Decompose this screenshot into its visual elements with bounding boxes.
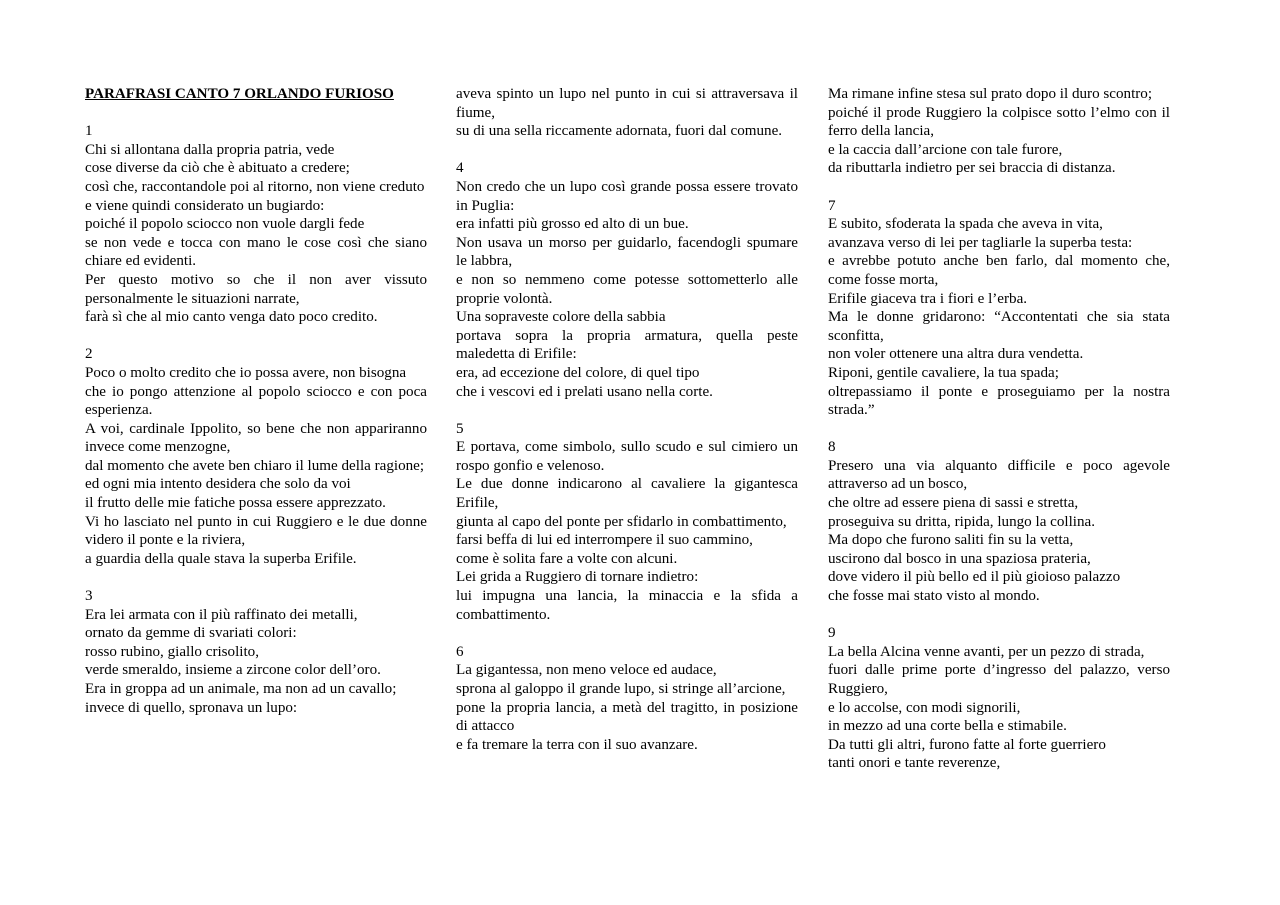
verse-line: e lo accolse, con modi signorili, xyxy=(828,699,1021,716)
verse-line: non voler ottenere una altra dura vendetta. xyxy=(828,346,1084,363)
verse-line: A voi, cardinale Ippolito, so bene che non appariranno invece come menzogne, xyxy=(85,420,427,456)
verse-line: Ma le donne gridarono: “Accontentati che sia stata sconfitta, xyxy=(828,309,1170,344)
verse-line: Ma rimane infine stesa sul prato dopo il duro scontro; xyxy=(828,86,1153,102)
document-title: PARAFRASI CANTO 7 ORLANDO FURIOSO xyxy=(85,86,394,102)
stanza-block xyxy=(85,122,427,327)
verse-line: e viene quindi considerato un bugiardo: xyxy=(85,197,325,214)
verse-line: uscirono dal bosco in una spaziosa prateria, xyxy=(828,550,1091,567)
verse-line: Vi ho lasciato nel punto in cui Ruggiero e le due donne videro il ponte e la riviera, xyxy=(85,513,427,549)
verse-line: a guardia della quale stava la superba Erifile. xyxy=(85,550,357,567)
verse-line: poiché il prode Ruggiero la colpisce sotto l’elmo con il ferro della lancia, xyxy=(828,104,1170,140)
stanza-block xyxy=(456,420,798,625)
verse-line: dal momento che avete ben chiaro il lume della ragione; xyxy=(85,457,425,474)
verse-line: Lei grida a Ruggiero di tornare indietro: xyxy=(456,569,699,586)
stanza-block xyxy=(828,85,1170,178)
verse-line: Una sopraveste colore della sabbia xyxy=(456,309,666,326)
verse-line: tanti onori e tante reverenze, xyxy=(828,755,1001,772)
stanza-number: 4 xyxy=(456,160,464,177)
verse-line: Ma dopo che furono saliti fin su la vetta, xyxy=(828,532,1074,549)
verse-line: aveva spinto un lupo nel punto in cui si attraversava il fiume, xyxy=(456,86,798,121)
verse-line: rosso rubino, giallo crisolito, xyxy=(85,643,259,660)
verse-line: E subito, sfoderata la spada che aveva in vita, xyxy=(828,216,1103,233)
stanza-block xyxy=(828,197,1170,420)
verse-line: era, ad eccezione del colore, di quel tipo xyxy=(456,364,700,381)
verse-line: in mezzo ad una corte bella e stimabile. xyxy=(828,718,1067,735)
verse-line: che io pongo attenzione al popolo sciocco e con poca esperienza. xyxy=(85,383,427,419)
verse-line: pone la propria lancia, a metà del tragitto, in posizione di attacco xyxy=(456,699,798,735)
stanza-block xyxy=(456,159,798,401)
verse-line: Da tutti gli altri, furono fatte al forte guerriero xyxy=(828,736,1106,753)
verse-line: e avrebbe potuto anche ben farlo, dal momento che, come fosse morta, xyxy=(828,253,1170,288)
verse-line: Erifile giaceva tra i fiori e l’erba. xyxy=(828,290,1028,307)
verse-line: da ributtarla indietro per sei braccia di distanza. xyxy=(828,160,1116,177)
stanza-block xyxy=(828,438,1170,605)
stanza-block xyxy=(828,624,1170,773)
verse-line: giunta al capo del ponte per sfidarlo in combattimento, xyxy=(456,513,787,530)
stanza-number: 1 xyxy=(85,123,93,140)
stanza-block xyxy=(85,587,427,717)
verse-line: e fa tremare la terra con il suo avanzare. xyxy=(456,736,698,753)
verse-line: fuori dalle prime porte d’ingresso del palazzo, verso Ruggiero, xyxy=(828,662,1170,697)
verse-line: lui impugna una lancia, la minaccia e la sfida a combattimento. xyxy=(456,588,798,623)
text-column-3 xyxy=(828,85,1170,792)
verse-line: così che, raccontandole poi al ritorno, non viene creduto xyxy=(85,178,425,195)
verse-line: il frutto delle mie fatiche possa essere apprezzato. xyxy=(85,495,386,512)
verse-line: farà sì che al mio canto venga dato poco credito. xyxy=(85,309,378,326)
stanza-number: 7 xyxy=(828,197,836,214)
verse-line: che fosse mai stato visto al mondo. xyxy=(828,588,1040,605)
verse-line: Per questo motivo so che il non aver vissuto personalmente le situazioni narrate, xyxy=(85,271,427,307)
stanza-number: 2 xyxy=(85,346,93,363)
verse-line: Era in groppa ad un animale, ma non ad un cavallo; xyxy=(85,681,397,697)
verse-line: E portava, come simbolo, sullo scudo e sul cimiero un rospo gonfio e velenoso. xyxy=(456,439,798,474)
text-column-2 xyxy=(456,85,798,773)
verse-line: Riponi, gentile cavaliere, la tua spada; xyxy=(828,364,1059,381)
stanza-number: 3 xyxy=(85,588,93,605)
verse-line: che i vescovi ed i prelati usano nella corte. xyxy=(456,383,713,400)
verse-line: avanzava verso di lei per tagliarle la superba testa: xyxy=(828,234,1133,251)
verse-line: Chi si allontana dalla propria patria, vede xyxy=(85,141,335,158)
stanza-block xyxy=(456,85,798,141)
verse-line: cose diverse da ciò che è abituato a credere; xyxy=(85,160,350,177)
verse-line: era infatti più grosso ed alto di un bue. xyxy=(456,216,689,233)
stanza-number: 9 xyxy=(828,625,836,642)
verse-line: ed ogni mia intento desidera che solo da voi xyxy=(85,476,351,493)
stanza-block xyxy=(456,643,798,755)
verse-line: Era lei armata con il più raffinato dei metalli, xyxy=(85,606,358,623)
verse-line: Non credo che un lupo così grande possa essere trovato in Puglia: xyxy=(456,178,798,214)
verse-line: Le due donne indicarono al cavaliere la gigantesca Erifile, xyxy=(456,476,798,512)
stanza-number: 6 xyxy=(456,643,464,660)
verse-line: e la caccia dall’arcione con tale furore, xyxy=(828,141,1063,158)
verse-line: invece di quello, spronava un lupo: xyxy=(85,699,298,716)
verse-line: Non usava un morso per guidarlo, facendogli spumare le labbra, xyxy=(456,234,798,270)
verse-line: che oltre ad essere piena di sassi e stretta, xyxy=(828,495,1079,512)
verse-line: poiché il popolo sciocco non vuole dargli fede xyxy=(85,216,365,233)
verse-line: La bella Alcina venne avanti, per un pezzo di strada, xyxy=(828,643,1145,660)
verse-line: ornato da gemme di svariati colori: xyxy=(85,625,297,642)
verse-line: La gigantessa, non meno veloce ed audace, xyxy=(456,662,717,679)
verse-line: portava sopra la propria armatura, quella peste maledetta di Erifile: xyxy=(456,327,798,363)
stanza-block xyxy=(85,345,427,568)
verse-line: sprona al galoppo il grande lupo, si stringe all’arcione, xyxy=(456,681,786,697)
verse-line: su di una sella riccamente adornata, fuori dal comune. xyxy=(456,123,783,140)
verse-line: e non so nemmeno come potesse sottometterlo alle proprie volontà. xyxy=(456,271,798,307)
verse-line: proseguiva su dritta, ripida, lungo la collina. xyxy=(828,513,1096,530)
verse-line: oltrepassiamo il ponte e proseguiamo per la nostra strada.” xyxy=(828,383,1170,419)
verse-line: dove videro il più bello ed il più gioioso palazzo xyxy=(828,569,1121,586)
verse-line: Presero una via alquanto difficile e poco agevole attraverso ad un bosco, xyxy=(828,457,1170,493)
verse-line: Poco o molto credito che io possa avere, non bisogna xyxy=(85,364,407,381)
stanza-number: 5 xyxy=(456,420,464,437)
verse-line: come è solita fare a volte con alcuni. xyxy=(456,550,678,567)
verse-line: farsi beffa di lui ed interrompere il suo cammino, xyxy=(456,532,753,549)
text-column-1 xyxy=(85,85,427,736)
verse-line: se non vede e tocca con mano le cose così che siano chiare ed evidenti. xyxy=(85,234,427,270)
stanza-number: 8 xyxy=(828,439,836,456)
verse-line: verde smeraldo, insieme a zircone color dell’oro. xyxy=(85,662,381,679)
